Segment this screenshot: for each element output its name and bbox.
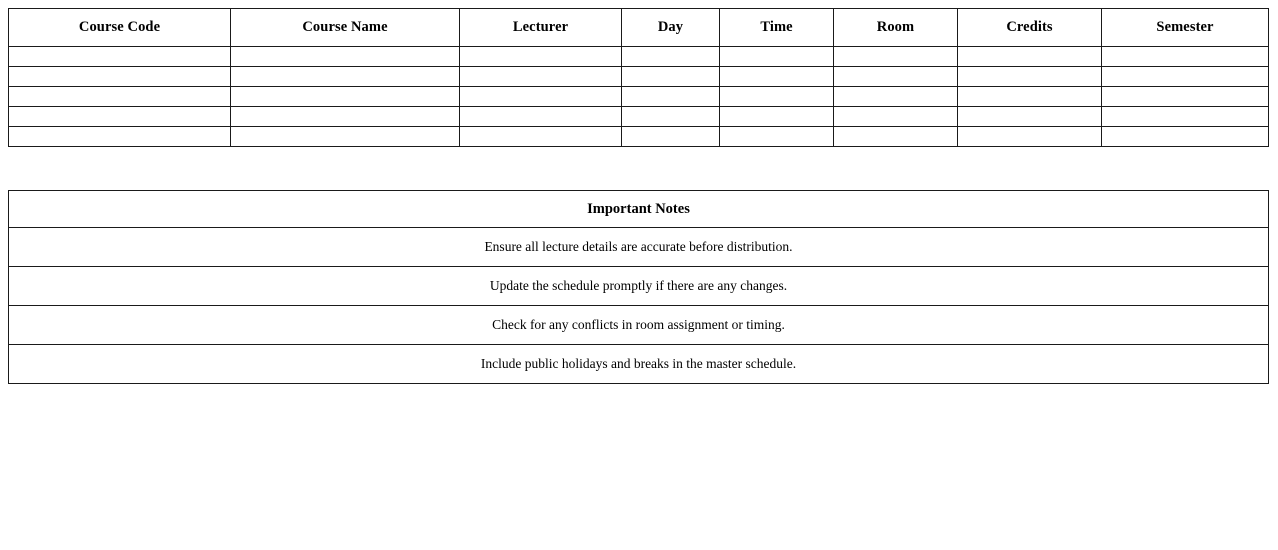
schedule-table-body (9, 47, 1269, 147)
cell-credits[interactable] (958, 67, 1102, 87)
cell-room[interactable] (834, 107, 958, 127)
important-notes-table (8, 190, 1269, 384)
cell-course_name[interactable] (231, 87, 460, 107)
column-header-credits[interactable]: Credits (958, 9, 1102, 47)
cell-lecturer[interactable] (460, 47, 622, 67)
cell-semester[interactable] (1102, 87, 1269, 107)
cell-credits[interactable] (958, 87, 1102, 107)
column-header-time[interactable]: Time (720, 9, 834, 47)
cell-day[interactable] (622, 107, 720, 127)
cell-semester[interactable] (1102, 107, 1269, 127)
column-header-semester[interactable]: Semester (1102, 9, 1269, 47)
cell-semester[interactable] (1102, 47, 1269, 67)
cell-room[interactable] (834, 127, 958, 147)
cell-credits[interactable] (958, 47, 1102, 67)
cell-day[interactable] (622, 47, 720, 67)
cell-course_code[interactable] (9, 107, 231, 127)
schedule-header-row (9, 9, 1269, 47)
cell-course_code[interactable] (9, 47, 231, 67)
column-header-room[interactable]: Room (834, 9, 958, 47)
note-text: Update the schedule promptly if there are any changes. (9, 267, 1269, 306)
lecture-schedule-section (8, 8, 1269, 147)
column-header-lecturer[interactable]: Lecturer (460, 9, 622, 47)
cell-course_code[interactable] (9, 87, 231, 107)
cell-course_name[interactable] (231, 67, 460, 87)
cell-course_code[interactable] (9, 127, 231, 147)
cell-day[interactable] (622, 87, 720, 107)
cell-time[interactable] (720, 67, 834, 87)
list-item (9, 228, 1269, 267)
cell-room[interactable] (834, 87, 958, 107)
important-notes-section (8, 190, 1269, 384)
cell-time[interactable] (720, 107, 834, 127)
note-text: Ensure all lecture details are accurate before distribution. (9, 228, 1269, 267)
cell-lecturer[interactable] (460, 127, 622, 147)
list-item (9, 345, 1269, 384)
cell-time[interactable] (720, 87, 834, 107)
cell-time[interactable] (720, 127, 834, 147)
cell-course_name[interactable] (231, 47, 460, 67)
cell-credits[interactable] (958, 107, 1102, 127)
cell-course_code[interactable] (9, 67, 231, 87)
column-header-day[interactable]: Day (622, 9, 720, 47)
cell-lecturer[interactable] (460, 107, 622, 127)
notes-table-body (9, 228, 1269, 384)
column-header-course-code[interactable]: Course Code (9, 9, 231, 47)
table-row (9, 107, 1269, 127)
cell-lecturer[interactable] (460, 67, 622, 87)
list-item (9, 267, 1269, 306)
cell-time[interactable] (720, 47, 834, 67)
cell-semester[interactable] (1102, 67, 1269, 87)
cell-day[interactable] (622, 67, 720, 87)
notes-header-row (9, 191, 1269, 228)
table-row (9, 67, 1269, 87)
cell-day[interactable] (622, 127, 720, 147)
table-row (9, 47, 1269, 67)
cell-course_name[interactable] (231, 107, 460, 127)
schedule-table-head (9, 9, 1269, 47)
table-row (9, 127, 1269, 147)
column-header-course-name[interactable]: Course Name (231, 9, 460, 47)
cell-lecturer[interactable] (460, 87, 622, 107)
cell-semester[interactable] (1102, 127, 1269, 147)
list-item (9, 306, 1269, 345)
note-text: Include public holidays and breaks in the master schedule. (9, 345, 1269, 384)
lecture-schedule-table (8, 8, 1269, 147)
notes-title: Important Notes (9, 191, 1269, 228)
note-text: Check for any conflicts in room assignment or timing. (9, 306, 1269, 345)
cell-course_name[interactable] (231, 127, 460, 147)
cell-room[interactable] (834, 47, 958, 67)
notes-table-head (9, 191, 1269, 228)
cell-credits[interactable] (958, 127, 1102, 147)
table-row (9, 87, 1269, 107)
cell-room[interactable] (834, 67, 958, 87)
